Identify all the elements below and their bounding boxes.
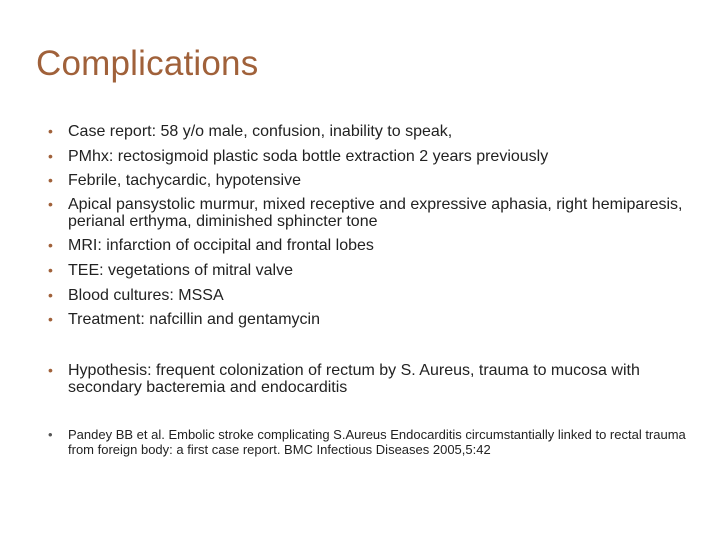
bullet-dot-icon: • bbox=[48, 123, 53, 139]
bullet-item bbox=[48, 196, 700, 230]
bullet-item bbox=[48, 237, 700, 254]
bullet-text: TEE: vegetations of mitral valve bbox=[68, 262, 293, 279]
bullet-text: Febrile, tachycardic, hypotensive bbox=[68, 172, 301, 189]
bullet-dot-icon: • bbox=[48, 262, 53, 278]
reference-item bbox=[48, 427, 700, 457]
bullet-dot-icon: • bbox=[48, 148, 53, 164]
bullet-dot-icon: • bbox=[48, 196, 53, 212]
bullet-text: Blood cultures: MSSA bbox=[68, 287, 224, 304]
bullet-item bbox=[48, 287, 700, 304]
bullet-text: Case report: 58 y/o male, confusion, inability to speak, bbox=[68, 123, 453, 140]
hypothesis-item bbox=[48, 362, 700, 396]
slide-title: Complications bbox=[36, 44, 259, 83]
reference-text: Pandey BB et al. Embolic stroke complicating S.Aureus Endocarditis circumstantially linked to rectal trauma from foreign body: a first case report. BMC Infectious Diseases 2005,5:42 bbox=[68, 427, 686, 457]
bullet-text: Treatment: nafcillin and gentamycin bbox=[68, 311, 320, 328]
bullet-item bbox=[48, 311, 700, 328]
bullet-dot-icon: • bbox=[48, 427, 53, 442]
bullet-text: MRI: infarction of occipital and frontal lobes bbox=[68, 237, 374, 254]
bullet-dot-icon: • bbox=[48, 362, 53, 378]
bullet-item bbox=[48, 172, 700, 189]
bullet-item bbox=[48, 148, 700, 165]
hypothesis-text: Hypothesis: frequent colonization of rectum by S. Aureus, trauma to mucosa with secondary bacteremia and endocarditis bbox=[68, 362, 640, 396]
bullet-item bbox=[48, 262, 700, 279]
bullet-dot-icon: • bbox=[48, 237, 53, 253]
bullet-item bbox=[48, 123, 700, 140]
bullet-dot-icon: • bbox=[48, 311, 53, 327]
bullet-text: Apical pansystolic murmur, mixed receptive and expressive aphasia, right hemiparesis, perianal erthyma, diminished sphincter tone bbox=[68, 196, 683, 230]
bullet-dot-icon: • bbox=[48, 172, 53, 188]
bullet-text: PMhx: rectosigmoid plastic soda bottle extraction 2 years previously bbox=[68, 148, 549, 165]
bullet-dot-icon: • bbox=[48, 287, 53, 303]
